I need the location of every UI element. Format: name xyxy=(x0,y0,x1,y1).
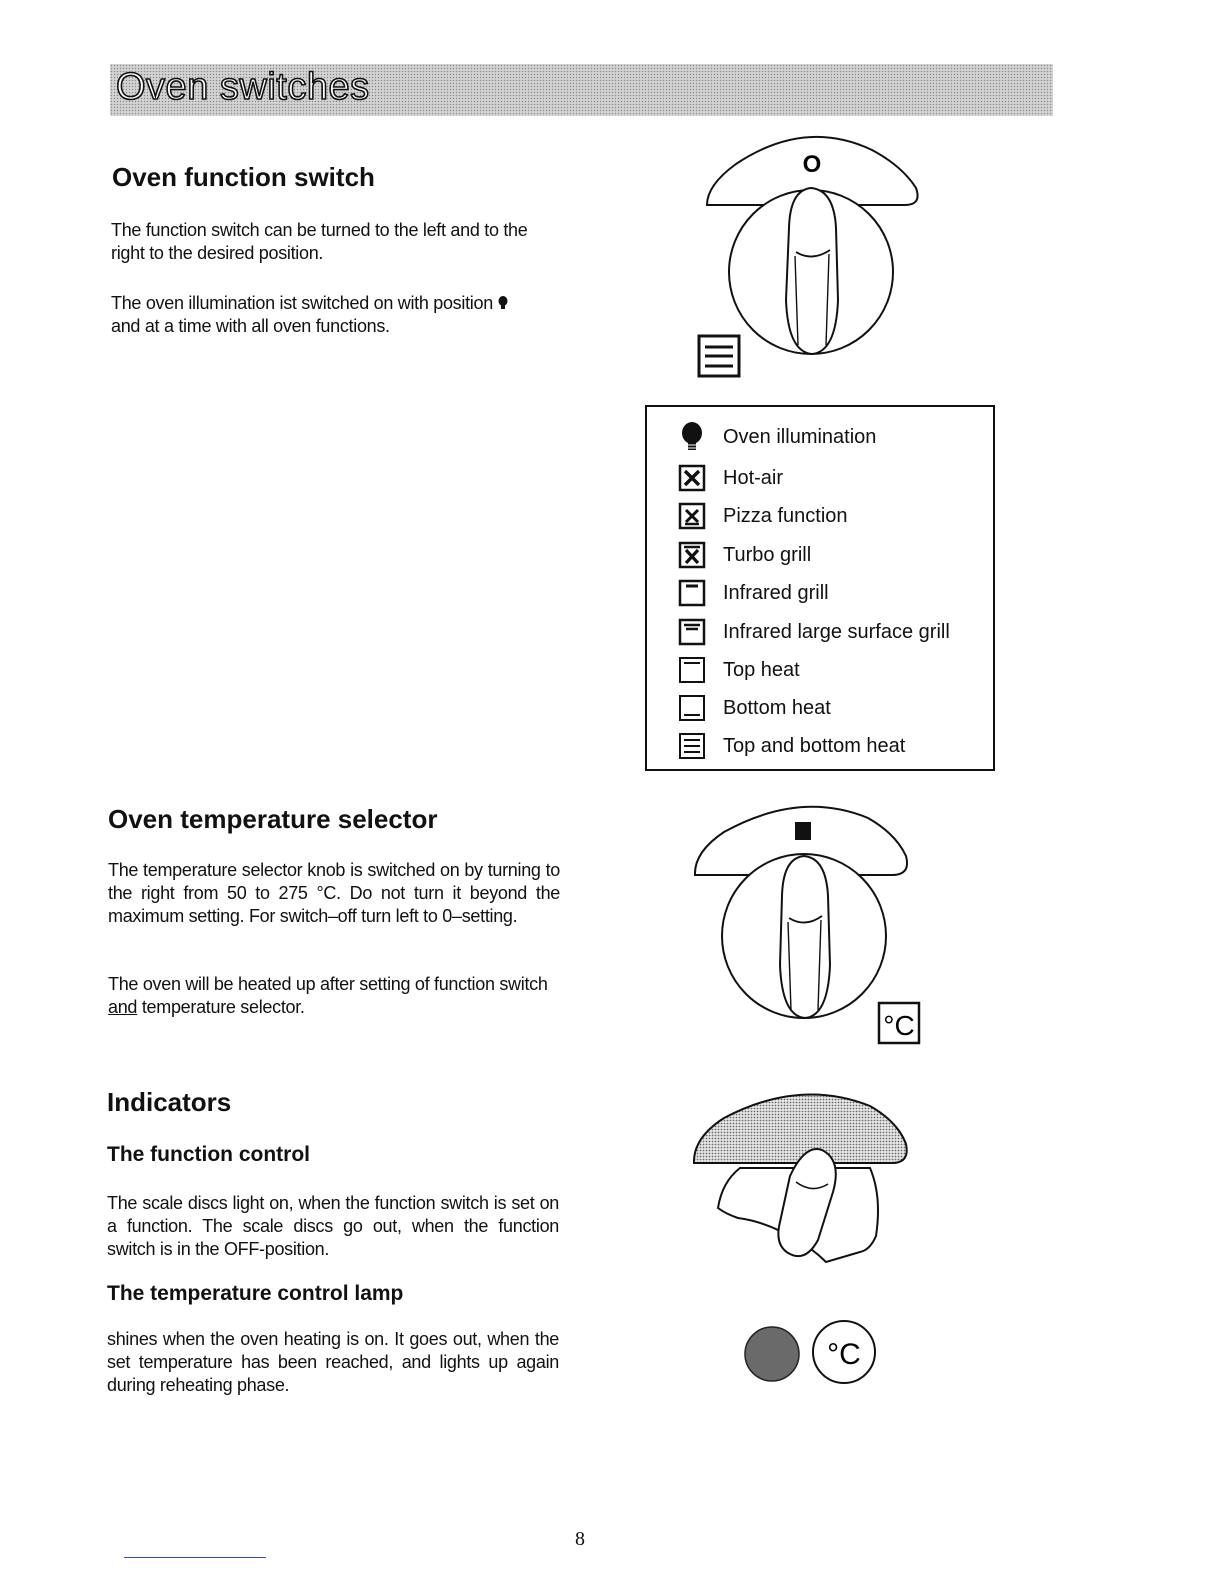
temperature-control-lamp-diagram xyxy=(740,1318,880,1388)
indicators-heading: Indicators xyxy=(107,1087,232,1117)
temperature-lamp-text: shines when the oven heating is on. It goes out, when the set temperature has been reached, and lights up again during reheating phase. xyxy=(107,1329,559,1395)
legend-label: Top and bottom heat xyxy=(723,734,906,757)
legend-item xyxy=(677,421,876,453)
legend-item xyxy=(677,577,829,609)
temperature-selector-text-1: The temperature selector knob is switched on by turning to the right from 50 to 275 °C. Do not turn it beyond the maximum setting. For switch–off turn left to 0–setting. xyxy=(108,860,560,926)
function-switch-text-2-end: and at a time with all oven functions. xyxy=(111,316,390,336)
temperature-unit-label: °C xyxy=(883,1010,915,1041)
infrared-grill-icon xyxy=(677,578,707,608)
temperature-knob-off-mark xyxy=(795,822,811,840)
legend-item xyxy=(677,462,783,494)
legend-item xyxy=(677,692,831,724)
legend-label: Infrared large surface grill xyxy=(723,620,950,643)
temperature-control-lamp xyxy=(745,1327,799,1381)
temperature-selector-text-2-end: temperature selector. xyxy=(141,997,305,1017)
function-control-heading: The function control xyxy=(107,1143,310,1166)
legend-item xyxy=(677,500,848,532)
function-switch-text-2-start: The oven illumination ist switched on with position xyxy=(111,293,493,313)
legend-label: Infrared grill xyxy=(723,581,829,604)
function-switch-heading: Oven function switch xyxy=(112,162,375,192)
function-switch-knob-diagram xyxy=(690,128,930,378)
temperature-selector-heading: Oven temperature selector xyxy=(108,804,438,834)
footnote-rule xyxy=(124,1557,266,1558)
legend-item xyxy=(677,730,905,762)
legend-item xyxy=(677,539,811,571)
top-and-bottom-heat-icon xyxy=(699,336,739,376)
legend-label: Pizza function xyxy=(723,504,848,527)
temperature-selector-text-2-start: The oven will be heated up after setting of function switch xyxy=(108,974,548,994)
underlined-and: and xyxy=(108,997,138,1017)
page-title: Oven switches xyxy=(116,66,370,108)
temperature-selector-text-2 xyxy=(108,973,560,1019)
celsius-icon xyxy=(879,1003,919,1043)
top-heat-icon xyxy=(677,655,707,685)
function-legend xyxy=(645,405,995,771)
function-knob-grip xyxy=(786,188,838,354)
temperature-selector-knob-diagram xyxy=(680,795,930,1055)
legend-label: Hot-air xyxy=(723,466,784,489)
page-number: 8 xyxy=(575,1528,585,1550)
legend-label: Oven illumination xyxy=(723,425,877,448)
legend-label: Turbo grill xyxy=(723,543,812,566)
legend-item xyxy=(677,654,800,686)
function-switch-text-2 xyxy=(111,292,563,338)
page-title-banner xyxy=(110,64,1053,116)
hot-air-icon xyxy=(677,463,707,493)
temperature-knob-grip xyxy=(780,856,830,1018)
lamp-icon xyxy=(498,296,508,310)
temperature-lamp-unit-label: °C xyxy=(827,1338,861,1371)
function-control-diagram xyxy=(680,1080,920,1280)
legend-label: Top heat xyxy=(723,658,800,681)
temperature-lamp-heading: The temperature control lamp xyxy=(107,1282,404,1305)
function-knob-off-label: O xyxy=(802,151,822,178)
lamp-icon xyxy=(677,422,707,452)
function-control-text: The scale discs light on, when the function switch is set on a function. The scale discs go out, when the function switch is in the OFF-position. xyxy=(107,1193,559,1259)
top-and-bottom-heat-icon xyxy=(677,731,707,761)
illuminated-scale-disc xyxy=(694,1094,907,1163)
function-switch-text-1: The function switch can be turned to the left and to the right to the desired position. xyxy=(111,220,528,263)
pizza-function-icon xyxy=(677,501,707,531)
legend-item xyxy=(677,616,950,648)
bottom-heat-icon xyxy=(677,693,707,723)
legend-label: Bottom heat xyxy=(723,696,831,719)
turbo-grill-icon xyxy=(677,540,707,570)
infrared-large-surface-grill-icon xyxy=(677,617,707,647)
